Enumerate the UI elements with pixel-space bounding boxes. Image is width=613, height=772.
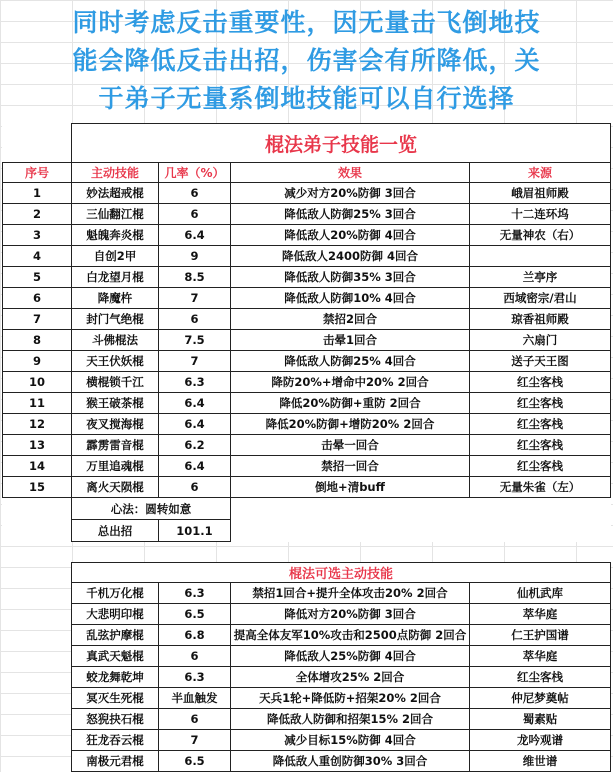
opt-source: 仲尼梦奠帖 xyxy=(470,688,611,709)
table-row xyxy=(72,730,611,751)
row-source: 无量朱雀（左） xyxy=(470,477,611,498)
opt-rate: 6 xyxy=(159,709,231,730)
total-label: 总出招 xyxy=(72,520,159,542)
opt-effect: 全体增攻25% 2回合 xyxy=(231,667,470,688)
table-row xyxy=(72,667,611,688)
table-row xyxy=(72,709,611,730)
opt-source: 维世谱 xyxy=(470,751,611,772)
table-row xyxy=(3,372,611,393)
opt-skill: 乱弦护摩棍 xyxy=(72,625,159,646)
opt-rate: 6.8 xyxy=(159,625,231,646)
row-rate: 6.3 xyxy=(159,372,231,393)
opt-skill: 狂龙吞云棍 xyxy=(72,730,159,751)
row-rate: 6.4 xyxy=(159,393,231,414)
row-source: 无量神农（右） xyxy=(470,225,611,246)
row-number: 10 xyxy=(3,372,72,393)
row-skill: 魁魄奔炎棍 xyxy=(72,225,159,246)
row-skill: 自创2甲 xyxy=(72,246,159,267)
row-effect: 减少对方20%防御 3回合 xyxy=(231,183,470,204)
table-row xyxy=(3,477,611,498)
row-rate: 6 xyxy=(159,309,231,330)
row-skill: 封门气绝棍 xyxy=(72,309,159,330)
header-effect: 效果 xyxy=(231,163,470,183)
table-row xyxy=(72,583,611,604)
opt-source: 红尘客栈 xyxy=(470,667,611,688)
table-row xyxy=(72,751,611,772)
table-row xyxy=(3,414,611,435)
row-effect: 倒地+清buff xyxy=(231,477,470,498)
row-source: 兰亭序 xyxy=(470,267,611,288)
opt-effect: 降低敌人25%防御 4回合 xyxy=(231,646,470,667)
opt-rate: 7 xyxy=(159,730,231,751)
row-skill: 横棍锁千江 xyxy=(72,372,159,393)
skill-table-title: 棍法弟子技能一览 xyxy=(72,124,611,163)
headline-line-2: 能会降低反击出招，伤害会有所降低，关 xyxy=(72,46,541,75)
table-row xyxy=(3,456,611,477)
row-skill: 万里追魂棍 xyxy=(72,456,159,477)
row-number: 11 xyxy=(3,393,72,414)
opt-rate: 6.5 xyxy=(159,604,231,625)
row-effect: 降低20%防御+重防 2回合 xyxy=(231,393,470,414)
row-rate: 9 xyxy=(159,246,231,267)
opt-source: 萃华庭 xyxy=(470,604,611,625)
table-row xyxy=(3,267,611,288)
table-row xyxy=(3,435,611,456)
row-rate: 6 xyxy=(159,204,231,225)
row-effect: 降低敌人防御25% 3回合 xyxy=(231,204,470,225)
row-skill: 妙法超戒棍 xyxy=(72,183,159,204)
row-source: 红尘客栈 xyxy=(470,414,611,435)
row-rate: 7 xyxy=(159,288,231,309)
row-source: 六扇门 xyxy=(470,330,611,351)
row-rate: 6.4 xyxy=(159,414,231,435)
row-skill: 斗佛棍法 xyxy=(72,330,159,351)
row-number: 6 xyxy=(3,288,72,309)
row-rate: 6 xyxy=(159,183,231,204)
opt-rate: 6.5 xyxy=(159,751,231,772)
opt-source: 仁王护国谱 xyxy=(470,625,611,646)
opt-effect: 降低敌人防御和招架15% 2回合 xyxy=(231,709,470,730)
row-effect: 降低敌人2400防御 4回合 xyxy=(231,246,470,267)
opt-skill: 蛟龙舞乾坤 xyxy=(72,667,159,688)
table-row xyxy=(3,204,611,225)
total-value: 101.1 xyxy=(159,520,231,542)
row-source: 红尘客栈 xyxy=(470,393,611,414)
row-number: 3 xyxy=(3,225,72,246)
opt-source: 萃华庭 xyxy=(470,646,611,667)
headline xyxy=(0,4,613,118)
opt-source: 仙机武库 xyxy=(470,583,611,604)
row-source: 红尘客栈 xyxy=(470,435,611,456)
opt-source: 蜀素贴 xyxy=(470,709,611,730)
row-number: 12 xyxy=(3,414,72,435)
row-number: 9 xyxy=(3,351,72,372)
header-rate: 几率（%） xyxy=(159,163,231,183)
optional-table-title: 棍法可选主动技能 xyxy=(72,563,611,583)
table-row xyxy=(72,625,611,646)
row-source: 峨眉祖师殿 xyxy=(470,183,611,204)
row-effect: 击晕一回合 xyxy=(231,435,470,456)
opt-effect: 降低敌人重创防御30% 3回合 xyxy=(231,751,470,772)
footer-total-row xyxy=(3,520,611,542)
row-effect: 降低20%防御+增防20% 2回合 xyxy=(231,414,470,435)
opt-effect: 提高全体友军10%攻击和2500点防御 2回合 xyxy=(231,625,470,646)
row-rate: 7.5 xyxy=(159,330,231,351)
row-number: 14 xyxy=(3,456,72,477)
row-effect: 降防20%+增命中20% 2回合 xyxy=(231,372,470,393)
table-row xyxy=(72,688,611,709)
row-rate: 7 xyxy=(159,351,231,372)
row-source: 红尘客栈 xyxy=(470,456,611,477)
row-skill: 白龙望月棍 xyxy=(72,267,159,288)
row-skill: 天王伏妖棍 xyxy=(72,351,159,372)
footer-xinfa-row xyxy=(3,498,611,520)
opt-skill: 真武天魁棍 xyxy=(72,646,159,667)
header-source: 来源 xyxy=(470,163,611,183)
row-effect: 降低敌人防御25% 4回合 xyxy=(231,351,470,372)
table-row xyxy=(72,604,611,625)
row-number: 15 xyxy=(3,477,72,498)
row-source: 红尘客栈 xyxy=(470,372,611,393)
header-skill: 主动技能 xyxy=(72,163,159,183)
row-skill: 夜叉搅海棍 xyxy=(72,414,159,435)
header-no: 序号 xyxy=(3,163,72,183)
skill-table-header-row xyxy=(3,163,611,183)
row-source xyxy=(470,246,611,267)
opt-rate: 6.3 xyxy=(159,667,231,688)
table-row xyxy=(3,246,611,267)
row-effect: 禁招一回合 xyxy=(231,456,470,477)
opt-rate: 6 xyxy=(159,646,231,667)
row-skill: 三仙翻江棍 xyxy=(72,204,159,225)
row-rate: 6.4 xyxy=(159,225,231,246)
row-source: 送子天王图 xyxy=(470,351,611,372)
opt-rate: 6.3 xyxy=(159,583,231,604)
table-row xyxy=(3,183,611,204)
headline-line-1: 同时考虑反击重要性，因无量击飞倒地技 xyxy=(72,8,541,37)
optional-skill-table xyxy=(71,562,611,772)
table-row xyxy=(3,351,611,372)
row-skill: 降魔杵 xyxy=(72,288,159,309)
row-rate: 6.4 xyxy=(159,456,231,477)
xinfa-cell: 心法：圆转如意 xyxy=(72,498,231,520)
opt-skill: 南极元君棍 xyxy=(72,751,159,772)
row-rate: 6 xyxy=(159,477,231,498)
table-row xyxy=(72,646,611,667)
opt-rate: 半血触发 xyxy=(159,688,231,709)
row-effect: 降低敌人防御10% 4回合 xyxy=(231,288,470,309)
row-effect: 降低敌人防御35% 3回合 xyxy=(231,267,470,288)
table-row xyxy=(3,225,611,246)
table-row xyxy=(3,330,611,351)
optional-table-title-row xyxy=(72,563,611,583)
row-rate: 8.5 xyxy=(159,267,231,288)
row-effect: 击晕1回合 xyxy=(231,330,470,351)
opt-effect: 天兵1轮+降低防+招架20% 2回合 xyxy=(231,688,470,709)
row-source: 西域密宗/君山 xyxy=(470,288,611,309)
row-number: 13 xyxy=(3,435,72,456)
table-row xyxy=(3,309,611,330)
opt-skill: 千机万化棍 xyxy=(72,583,159,604)
opt-skill: 大悲明印棍 xyxy=(72,604,159,625)
row-number: 5 xyxy=(3,267,72,288)
row-source: 琼香祖师殿 xyxy=(470,309,611,330)
opt-effect: 减少目标15%防御 4回合 xyxy=(231,730,470,751)
table-row xyxy=(3,288,611,309)
headline-line-3: 于弟子无量系倒地技能可以自行选择 xyxy=(98,84,515,113)
row-number: 7 xyxy=(3,309,72,330)
table-row xyxy=(3,393,611,414)
row-source: 十二连环坞 xyxy=(470,204,611,225)
opt-effect: 降低对方20%防御 3回合 xyxy=(231,604,470,625)
row-rate: 6.2 xyxy=(159,435,231,456)
row-number: 2 xyxy=(3,204,72,225)
row-number: 1 xyxy=(3,183,72,204)
row-number: 8 xyxy=(3,330,72,351)
opt-skill: 怒猊抉石棍 xyxy=(72,709,159,730)
skill-table-title-row xyxy=(3,124,611,163)
row-skill: 离火天陨棍 xyxy=(72,477,159,498)
row-effect: 降低敌人20%防御 4回合 xyxy=(231,225,470,246)
skill-table xyxy=(2,123,611,542)
opt-source: 龙吟观谱 xyxy=(470,730,611,751)
row-number: 4 xyxy=(3,246,72,267)
opt-skill: 冥灭生死棍 xyxy=(72,688,159,709)
row-effect: 禁招2回合 xyxy=(231,309,470,330)
row-skill: 霹雳雷音棍 xyxy=(72,435,159,456)
row-skill: 猴王破茶棍 xyxy=(72,393,159,414)
opt-effect: 禁招1回合+提升全体攻击20% 2回合 xyxy=(231,583,470,604)
